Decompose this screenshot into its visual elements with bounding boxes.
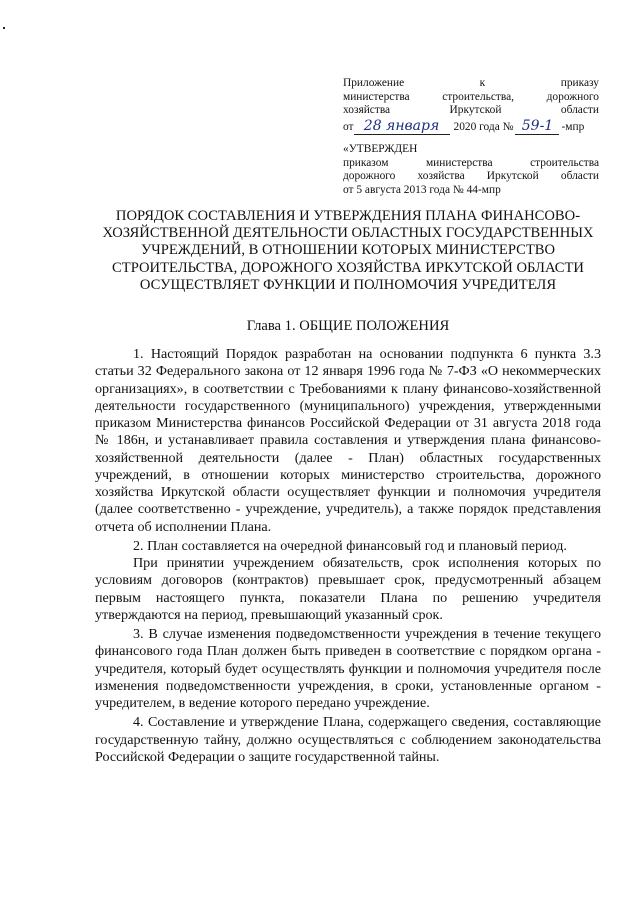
annex-line-3 — [343, 104, 599, 118]
annex-word: приказу — [560, 77, 599, 89]
document-body — [95, 346, 601, 766]
scan-speck — [3, 27, 5, 29]
annex-word: области — [560, 104, 599, 117]
paragraph-1: 1. Настоящий Порядок разработан на основании подпункта 6 пункта 3.3 статьи 32 Федерального закона от 12 января 1996 года № 7-ФЗ «О некоммерческих организациях», в соответствии с Требованиями к плану финансово-хозяйственной деятельности государственного (муниципального) учреждения, утвержденными приказом Министерства финансов Российской Федерации от 31 августа 2018 года № 186н, и устанавливает правила составления и утверждения плана финансово-хозяйственной деятельности (далее - План) областных государственных учреждений, в отношении которых министерство строительства, дорожного хозяйства Иркутской области осуществляет функции и полномочия учредителя (далее соответственно - учреждение, учредитель), а также порядок представления отчета об исполнении Плана. — [95, 346, 601, 535]
annex-date-line — [343, 119, 599, 135]
annex-word: хозяйства — [343, 104, 391, 117]
annex-word: Приложение — [343, 77, 405, 89]
document-title: ПОРЯДОК СОСТАВЛЕНИЯ И УТВЕРЖДЕНИЯ ПЛАНА ФИНАНСОВО-ХОЗЯЙСТВЕННОЙ ДЕЯТЕЛЬНОСТИ ОБЛАСТНЫХ ГОСУДАРСТВЕННЫХ УЧРЕЖДЕНИЙ, В ОТНОШЕНИИ КОТОРЫХ МИНИСТЕРСТВО СТРОИТЕЛЬСТВА, ДОРОЖНОГО ХОЗЯЙСТВА ИРКУТСКОЙ ОБЛАСТИ ОСУЩЕСТВЛЯЕТ ФУНКЦИИ И ПОЛНОМОЧИЯ УЧРЕДИТЕЛЯ — [102, 208, 594, 293]
paragraph-2-continued: При принятии учреждением обязательств, срок исполнения которых по условиям договоров (контрактов) превышает срок, предусмотренный абзацем первым настоящего пункта, показатели Плана по решению учредителя утверждаются на период, превышающий указанный срок. — [95, 555, 601, 623]
handwritten-date: 28 января — [354, 119, 450, 135]
approved-block — [343, 143, 599, 197]
chapter-heading: Глава 1. ОБЩИЕ ПОЛОЖЕНИЯ — [246, 318, 450, 334]
approved-line-2 — [343, 170, 599, 184]
approved-label: «УТВЕРЖДЕН — [343, 143, 418, 155]
approved-word: дорожного — [343, 170, 396, 183]
annex-word: строительства, — [442, 90, 514, 103]
handwritten-order-number: 59-1 — [515, 119, 559, 135]
paragraph-3: 3. В случае изменения подведомственности учреждения в течение текущего финансового года План должен быть приведен в соответствие с порядком органа - учредителя, который будет осуществлять функции и полномочия учредителя после изменения подведомственности учреждения, в сроки, установленные органом - учредителем, в ведение которого передано учреждение. — [95, 626, 601, 711]
date-prefix: от — [343, 121, 354, 134]
annex-block — [343, 77, 599, 135]
annex-word: министерства — [343, 90, 410, 103]
approved-word: хозяйства — [417, 170, 465, 183]
approved-line-1 — [343, 157, 599, 171]
annex-word: Иркутской — [449, 104, 502, 117]
order-suffix: -мпр — [561, 121, 585, 134]
approved-word: Иркутской — [486, 170, 539, 183]
annex-line-1 — [343, 77, 599, 91]
approved-word: министерства — [425, 156, 493, 169]
annex-line-2 — [343, 91, 599, 105]
annex-word: дорожного — [546, 90, 599, 103]
approved-line-3: от 5 августа 2013 года № 44-мпр — [343, 183, 501, 196]
annex-word: к — [479, 77, 486, 89]
date-year-number-label: 2020 года № — [453, 121, 514, 134]
paragraph-2: 2. План составляется на очередной финансовый год и плановый период. — [133, 537, 567, 554]
paragraph-4: 4. Составление и утверждение Плана, содержащего сведения, составляющие государственную тайну, должно осуществляться с соблюдением законодательства Российской Федерации о защите государственной тайны. — [95, 714, 601, 765]
approved-word: строительства — [530, 156, 599, 169]
approved-word: приказом — [343, 156, 389, 169]
approved-word: области — [560, 170, 599, 183]
